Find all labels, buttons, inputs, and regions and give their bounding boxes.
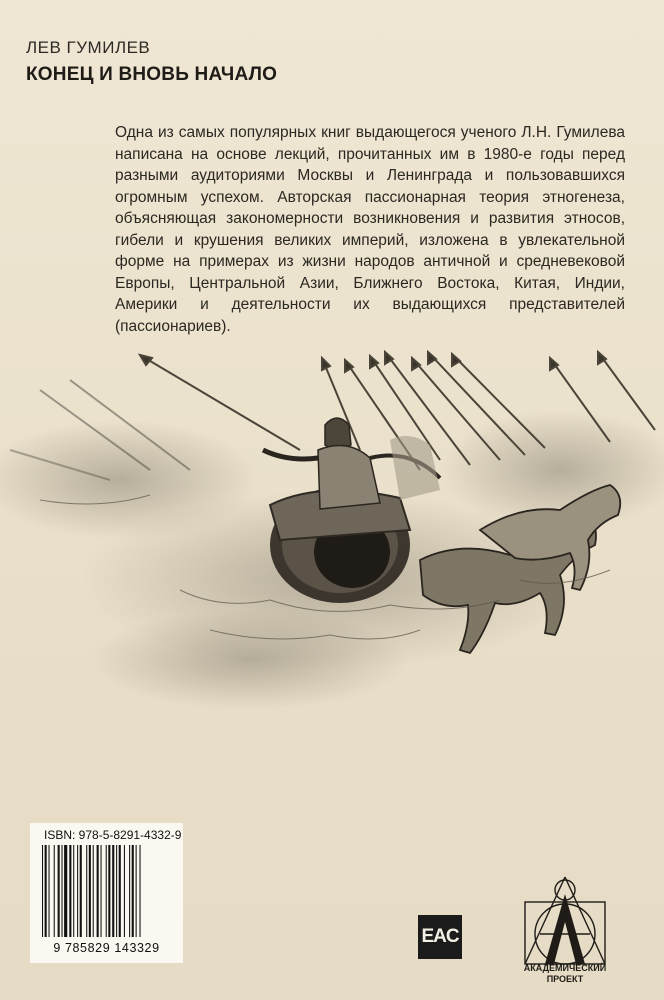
publisher-name-line1: АКАДЕМИЧЕСКИЙ	[523, 963, 607, 973]
author-name: ЛЕВ ГУМИЛЕВ	[26, 38, 151, 57]
barcode-block	[30, 823, 183, 963]
book-title: КОНЕЦ И ВНОВЬ НАЧАЛО	[26, 64, 278, 85]
eac-mark-icon: EAC	[418, 915, 462, 959]
isbn-label: ISBN: 978-5-8291-4332-9	[44, 828, 182, 842]
chariot-illustration	[0, 330, 664, 770]
barcode-image	[40, 845, 173, 939]
barcode-number: 9 785829 143329	[53, 941, 160, 955]
annotation-text: Одна из самых популярных книг выдающегося ученого Л.Н. Гумилева написана на основе лекций, прочитанных им в 1980-е годы перед разными аудиториями Москвы и Ленинграда и пользовавшихся огромным успехом. Авторская пассионарная теория этногенеза, объясняющая закономерности возникновения и развития этносов, гибели и крушения великих империй, изложена в увлекательной форме на примерах из жизни народов античной и средневековой Европы, Центральной Азии, Ближнего Востока, Китая, Индии, Америки и деятельности их выдающихся представителей (пассионариев).	[115, 124, 625, 335]
publisher-name	[500, 963, 630, 985]
publisher-name-line2: ПРОЕКТ	[546, 974, 584, 984]
